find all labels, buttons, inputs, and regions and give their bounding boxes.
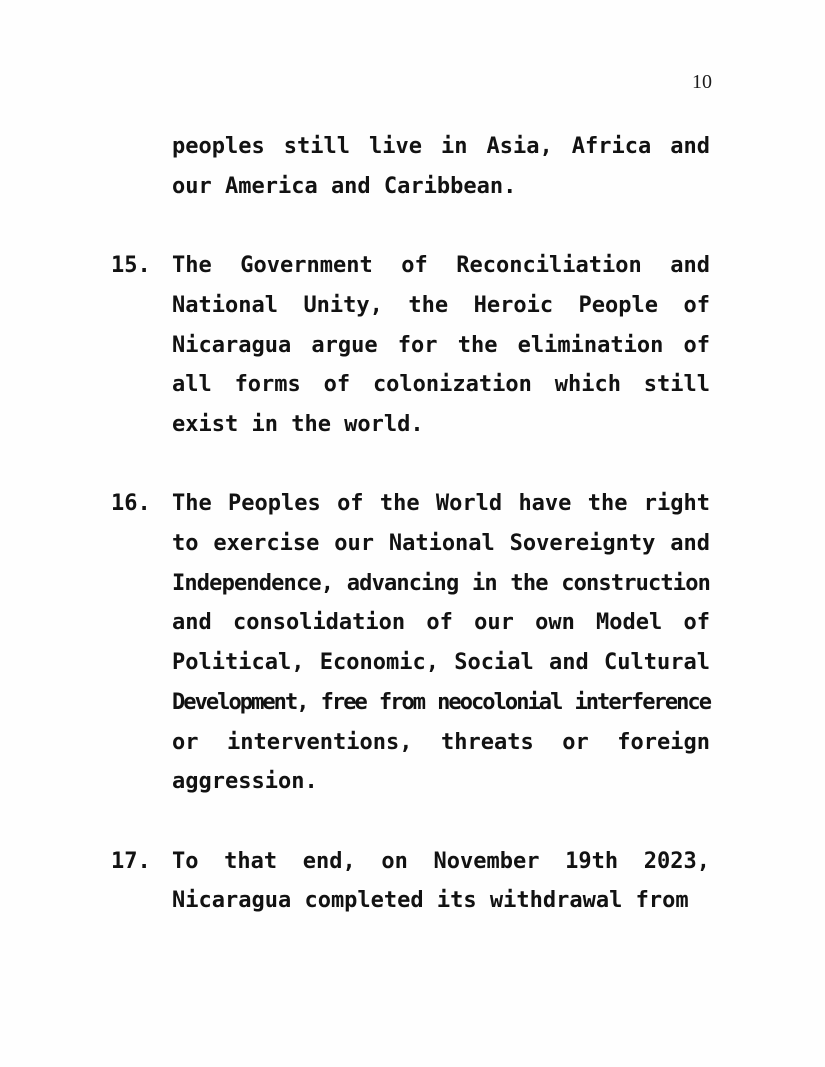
paragraph-17 — [111, 842, 710, 921]
list-item-number: 17. — [111, 848, 151, 874]
document-line: Nicaragua completed its withdrawal from — [172, 888, 689, 914]
page-number: 10 — [692, 71, 712, 93]
document-line: The Government of Reconciliation and — [172, 253, 710, 279]
document-line: To that end, on November 19th 2023, — [172, 848, 710, 874]
document-line: and consolidation of our own Model of — [172, 610, 710, 636]
document-line: Development, free from neocolonial interference — [172, 689, 710, 715]
document-line: peoples still live in Asia, Africa and — [172, 134, 710, 159]
document-line: to exercise our National Sovereignty and — [172, 531, 710, 556]
list-item-number: 16. — [111, 491, 151, 517]
document-line: Nicaragua argue for the elimination of — [172, 332, 710, 358]
document-line: Independence, advancing in the construction — [172, 570, 710, 596]
document-body — [111, 127, 710, 921]
paragraph-continuation — [111, 127, 710, 206]
document-line: Political, Economic, Social and Cultural — [172, 650, 710, 676]
document-line: aggression. — [172, 769, 318, 795]
document-line: or interventions, threats or foreign — [172, 729, 710, 755]
document-line: our America and Caribbean. — [172, 173, 517, 199]
document-line: The Peoples of the World have the right — [172, 491, 710, 517]
paragraph-16 — [111, 484, 710, 802]
document-line: National Unity, the Heroic People of — [172, 292, 710, 318]
list-item-number: 15. — [111, 253, 151, 279]
document-line: exist in the world. — [172, 411, 424, 437]
paragraph-15 — [111, 246, 710, 445]
document-line: all forms of colonization which still — [172, 372, 710, 398]
